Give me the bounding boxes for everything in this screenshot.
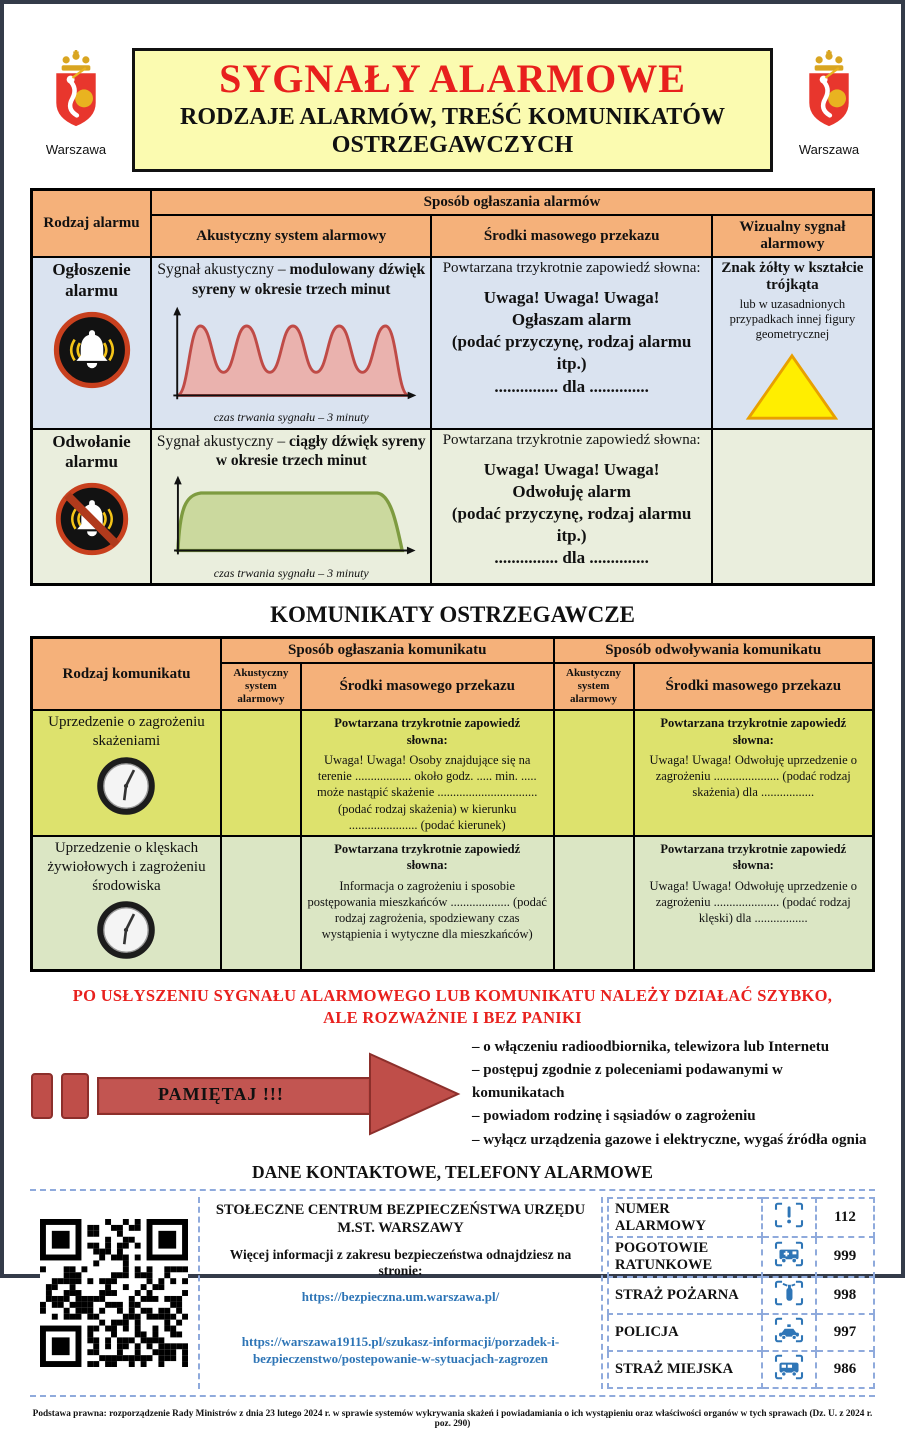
media-line: ............... dla ..............: [494, 548, 649, 568]
media-line: Uwaga! Uwaga! Uwaga!: [483, 459, 660, 479]
warsaw-coat-of-arms-icon: [41, 50, 111, 136]
warning-line1: PO USŁYSZENIU SYGNAŁU ALARMOWEGO LUB KOMUNIKATU NALEŻY DZIAŁAĆ SZYBKO,: [72, 986, 833, 1006]
media-line: Ogłaszam alarm: [511, 310, 632, 330]
contacts-center: [198, 1197, 603, 1389]
info-text: Więcej informacji z zakresu bezpieczeństwa odnajdziesz na stronie:: [229, 1247, 572, 1279]
komunikat-type-label: Uprzedzenie o klęskach żywiołowych i zagrożeniu środowiska: [47, 840, 206, 894]
qr-code: [30, 1197, 198, 1389]
announce-cell: [301, 710, 554, 836]
media-intro: Powtarzana trzykrotnie zapowiedź słowna:: [442, 260, 701, 277]
acoustic-signal-cell: [151, 257, 431, 429]
acoustic-text-bold: modulowany dźwięk syreny w okresie trzech minut: [192, 261, 426, 298]
clock-icon: [95, 899, 157, 961]
col-header-rodzaj-alarmu: Rodzaj alarmu: [32, 190, 152, 258]
remember-label: PAMIĘTAJ !!!: [158, 1083, 284, 1104]
col-header-akustyczny: Akustyczny system alarmowy: [221, 663, 301, 711]
warsaw-crest-right: [783, 48, 875, 157]
announce-body: Informacja o zagrożeniu i sposobie postępowania mieszkańców ................... (podać rodzaj zagrożenia, spodziewany czas wystąpienia i wytyczne dla mieszkańców): [307, 878, 547, 942]
continuous-signal-chart: [157, 470, 425, 562]
table-row: [608, 1351, 874, 1388]
remember-bullets: [462, 1036, 875, 1152]
acoustic-text-bold: ciągły dźwięk syreny w okresie trzech minut: [215, 432, 426, 470]
col-header-srodki: Środki masowego przekazu: [634, 663, 874, 711]
acoustic-empty-cell: [221, 836, 301, 971]
warsaw-crest-left: [30, 48, 122, 157]
col-header-akustyczny: Akustyczny system alarmowy: [554, 663, 634, 711]
warning-text: [30, 985, 875, 1030]
yellow-triangle-icon: [744, 352, 840, 422]
city-guard-van-icon: [762, 1351, 816, 1388]
phone-number: 986: [816, 1351, 874, 1388]
crest-label: Warszawa: [45, 142, 107, 157]
phone-number: 998: [816, 1277, 874, 1314]
alarm-type-cell: [32, 429, 152, 585]
media-line: Odwołuję alarm: [512, 481, 631, 501]
contacts-title: DANE KONTAKTOWE, TELEFONY ALARMOWE: [252, 1161, 653, 1182]
contacts-body: [30, 1189, 875, 1397]
phone-number: 999: [816, 1237, 874, 1276]
remember-arrow: [30, 1048, 462, 1140]
table-row: [32, 429, 874, 585]
phone-label: STRAŻ MIEJSKA: [608, 1351, 762, 1388]
phone-number: 997: [816, 1314, 874, 1351]
warning-line2: ALE ROZWAŻNIE I BEZ PANIKI: [323, 1008, 582, 1028]
media-announcement-cell: [431, 429, 711, 585]
acoustic-empty-cell: [554, 836, 634, 971]
exclamation-icon: [762, 1198, 816, 1237]
list-item: – wyłącz urządzenia gazowe i elektryczne, wygaś źródła ognia: [472, 1131, 867, 1148]
table-row: [32, 710, 874, 836]
col-header-akustyczny: Akustyczny system alarmowy: [151, 215, 431, 257]
cancel-body: Uwaga! Uwaga! Odwołuję uprzedzenie o zagrożeniu ..................... (podać rodzaj skażenia) dla .................: [649, 752, 858, 800]
phone-label: POLICJA: [608, 1314, 762, 1351]
chart-caption: czas trwania sygnału – 3 minuty: [213, 565, 369, 580]
alarms-table: [30, 188, 875, 586]
police-car-icon: [762, 1314, 816, 1351]
media-announcement-cell: [431, 257, 711, 429]
cancel-cell: [634, 836, 874, 971]
table-row: [608, 1277, 874, 1314]
media-intro: Powtarzana trzykrotnie zapowiedź słowna:: [442, 431, 701, 448]
announce-body: Uwaga! Uwaga! Osoby znajdujące się na terenie .................. około godz. ..... min. ..... może nastąpić skażenie ................................ (podać rodzaj skażenia) w kierunku ...................... (podać kierunek): [317, 752, 538, 832]
visual-signal-cell: [712, 257, 874, 429]
visual-signal-cell: [712, 429, 874, 585]
link-warszawa19115[interactable]: https://warszawa19115.pl/szukasz-informacji/porzadek-i-bezpieczenstwo/postepowanie-w-sytuacjach-zagrozen: [241, 1334, 560, 1366]
table-row: [32, 836, 874, 971]
warsaw-coat-of-arms-icon: [794, 50, 864, 136]
list-item: – o włączeniu radioodbiornika, telewizora lub Internetu: [472, 1038, 830, 1055]
qr-code-icon: [40, 1219, 188, 1367]
acoustic-text: Sygnał akustyczny –: [156, 432, 290, 450]
media-line: (podać przyczynę, rodzaj alarmu itp.): [451, 332, 692, 374]
list-item: – postępuj zgodnie z poleceniami podawanymi w komunikatach: [472, 1061, 783, 1102]
acoustic-empty-cell: [554, 710, 634, 836]
link-bezpieczna[interactable]: https://bezpieczna.um.warszawa.pl/: [301, 1289, 500, 1305]
komunikaty-table: [30, 636, 875, 972]
announce-intro: Powtarzana trzykrotnie zapowiedź słowna:: [334, 842, 521, 873]
col-header-rodzaj-komunikatu: Rodzaj komunikatu: [32, 637, 221, 710]
phone-label: POGOTOWIE RATUNKOWE: [608, 1237, 762, 1276]
col-header-srodki: Środki masowego przekazu: [431, 215, 711, 257]
fire-extinguisher-icon: [762, 1277, 816, 1314]
cancel-intro: Powtarzana trzykrotnie zapowiedź słowna:: [660, 842, 847, 873]
alarm-type-label: Odwołanie alarmu: [52, 431, 131, 472]
table-row: [32, 257, 874, 429]
col-header-srodki: Środki masowego przekazu: [301, 663, 554, 711]
cancel-body: Uwaga! Uwaga! Odwołuję uprzedzenie o zagrożeniu ..................... (podać rodzaj klęski) dla .................: [649, 878, 858, 926]
table-row: [608, 1314, 874, 1351]
emergency-phones-table: [607, 1197, 875, 1389]
remember-section: [30, 1036, 875, 1152]
table-row: [608, 1198, 874, 1237]
cancel-cell: [634, 710, 874, 836]
crest-label: Warszawa: [798, 142, 860, 157]
section-title-komunikaty: KOMUNIKATY OSTRZEGAWCZE: [270, 601, 635, 627]
komunikat-type-cell: [32, 710, 221, 836]
col-header-odwolywanie: Sposób odwoływania komunikatu: [554, 637, 874, 663]
header: [30, 48, 875, 172]
organization-name: STOŁECZNE CENTRUM BEZPIECZEŃSTWA URZĘDU M.ST. WARSZAWY: [215, 1201, 586, 1237]
visual-signal-title: Znak żółty w kształcie trójkąta: [721, 260, 864, 294]
announce-intro: Powtarzana trzykrotnie zapowiedź słowna:: [334, 716, 521, 747]
komunikat-type-cell: [32, 836, 221, 971]
ambulance-icon: [762, 1237, 816, 1276]
title-box: [132, 48, 773, 172]
announce-cell: [301, 836, 554, 971]
page-title: SYGNAŁY ALARMOWE: [219, 56, 686, 101]
acoustic-signal-cell: [151, 429, 431, 585]
visual-signal-note: lub w uzasadnionych przypadkach innej figury geometrycznej: [729, 296, 856, 341]
acoustic-empty-cell: [221, 710, 301, 836]
clock-icon: [95, 755, 157, 817]
cancel-intro: Powtarzana trzykrotnie zapowiedź słowna:: [660, 716, 847, 747]
media-line: (podać przyczynę, rodzaj alarmu itp.): [451, 503, 692, 545]
media-line: ............... dla ..............: [494, 376, 649, 396]
media-line: Uwaga! Uwaga! Uwaga!: [483, 288, 660, 308]
modulated-signal-chart: [157, 299, 425, 407]
chart-caption: czas trwania sygnału – 3 minuty: [213, 410, 369, 425]
list-item: – powiadom rodzinę i sąsiadów o zagrożeniu: [472, 1108, 756, 1125]
legal-footnote: Podstawa prawna: rozporządzenie Rady Ministrów z dnia 23 lutego 2024 r. w sprawie systemów wykrywania skażeń i powiadamiania o ich wystąpieniu oraz właściwości organów w tych sprawach (Dz. U. z 2024 r. poz. 290): [32, 1408, 873, 1429]
alarm-bell-icon: [53, 311, 131, 389]
komunikat-type-label: Uprzedzenie o zagrożeniu skażeniami: [48, 714, 205, 750]
col-header-oglaszanie: Sposób ogłaszania komunikatu: [221, 637, 554, 663]
phone-label: NUMER ALARMOWY: [608, 1198, 762, 1237]
col-header-wizualny: Wizualny sygnał alarmowy: [712, 215, 874, 257]
phone-number: 112: [816, 1198, 874, 1237]
alarm-type-cell: [32, 257, 152, 429]
table-row: [608, 1237, 874, 1276]
alarm-bell-crossed-icon: [55, 482, 129, 556]
col-header-sposob-oglaszania: Sposób ogłaszania alarmów: [151, 190, 873, 216]
page-subtitle: RODZAJE ALARMÓW, TREŚĆ KOMUNIKATÓW OSTRZEGAWCZYCH: [180, 104, 725, 158]
phone-label: STRAŻ POŻARNA: [608, 1277, 762, 1314]
alarm-type-label: Ogłoszenie alarmu: [52, 260, 131, 300]
acoustic-text: Sygnał akustyczny –: [157, 261, 290, 279]
